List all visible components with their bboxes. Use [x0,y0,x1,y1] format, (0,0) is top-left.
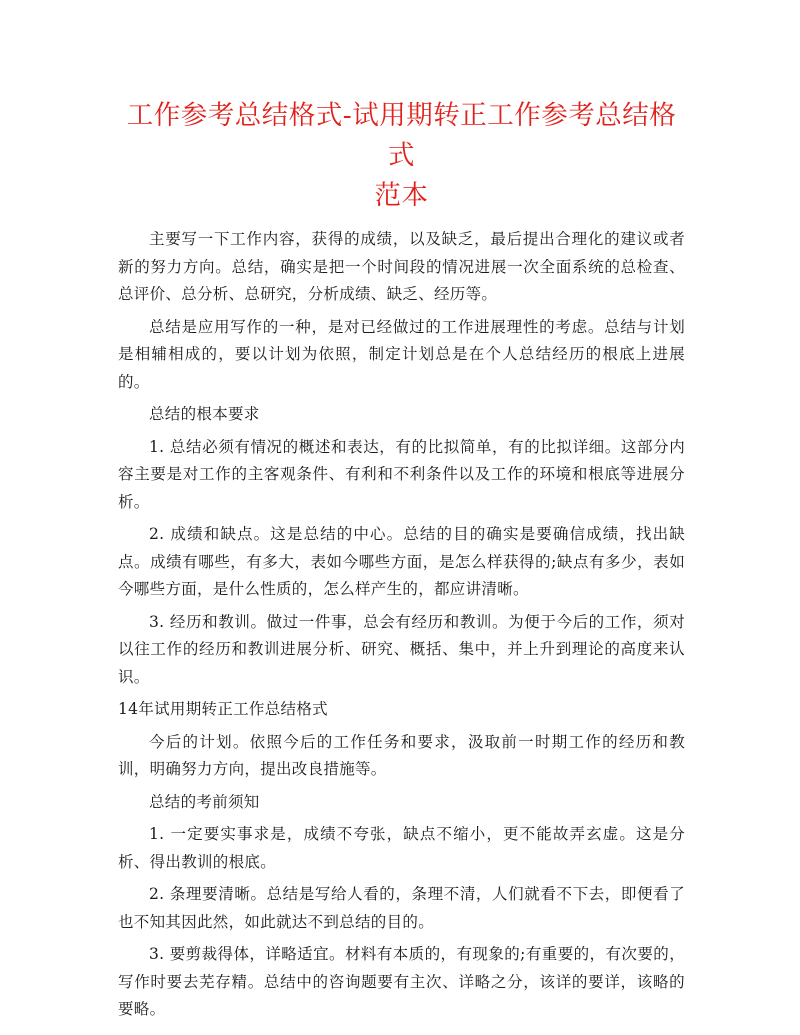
document-body [118,226,685,1024]
document-title [118,96,685,216]
paragraph-requirement-2: 2. 成绩和缺点。这是总结的中心。总结的目的确实是要确信成绩，找出缺点。成绩有哪些，有多大，表如今哪些方面，是怎么样获得的;缺点有多少，表如今哪些方面，是什么性质的，怎么样产生的，都应讲清晰。 [118,525,685,598]
title-line-2: 范本 [374,180,429,211]
paragraph-note-3: 3. 要剪裁得体，详略适宜。材料有本质的，有现象的;有重要的，有次要的，写作时要去芜存精。总结中的咨询题要有主次、详略之分，该详的要详，该略的要略。 [118,945,685,1018]
title-line-1: 工作参考总结格式-试用期转正工作参考总结格式 [126,100,677,171]
document-page [118,96,685,1029]
paragraph-note-2: 2. 条理要清晰。总结是写给人看的，条理不清，人们就看不下去，即便看了也不知其因此然，如此就达不到总结的目的。 [118,885,685,931]
paragraph-requirement-1: 1. 总结必须有情况的概述和表达，有的比拟简单，有的比拟详细。这部分内容主要是对工作的主客观条件、有利和不利条件以及工作的环境和根底等进展分析。 [118,437,685,511]
paragraph-definition: 总结是应用写作的一种，是对已经做过的工作进展理性的考虑。总结与计划是相辅相成的，要以计划为依照，制定计划总是在个人总结经历的根底上进展的。 [118,317,685,391]
section-heading-notes: 总结的考前须知 [149,792,260,811]
paragraph-requirement-3: 3. 经历和教训。做过一件事，总会有经历和教训。为便于今后的工作，须对以往工作的经历和教训进展分析、研究、概括、集中，并上升到理论的高度来认识。 [118,612,685,686]
paragraph-future-plan: 今后的计划。依照今后的工作任务和要求，汲取前一时期工作的经历和教训，明确努力方向，提出改良措施等。 [118,732,685,778]
paragraph-intro: 主要写一下工作内容，获得的成绩，以及缺乏，最后提出合理化的建议或者新的努力方向。总结，确实是把一个时间段的情况进展一次全面系统的总检查、总评价、总分析、总研究，分析成绩、缺乏、经历等。 [118,230,685,303]
section-heading-format: 14年试用期转正工作总结格式 [118,700,328,718]
paragraph-note-1: 1. 一定要实事求是，成绩不夸张，缺点不缩小，更不能故弄玄虚。这是分析、得出教训的根底。 [118,825,685,871]
section-heading-requirements: 总结的根本要求 [149,405,260,423]
